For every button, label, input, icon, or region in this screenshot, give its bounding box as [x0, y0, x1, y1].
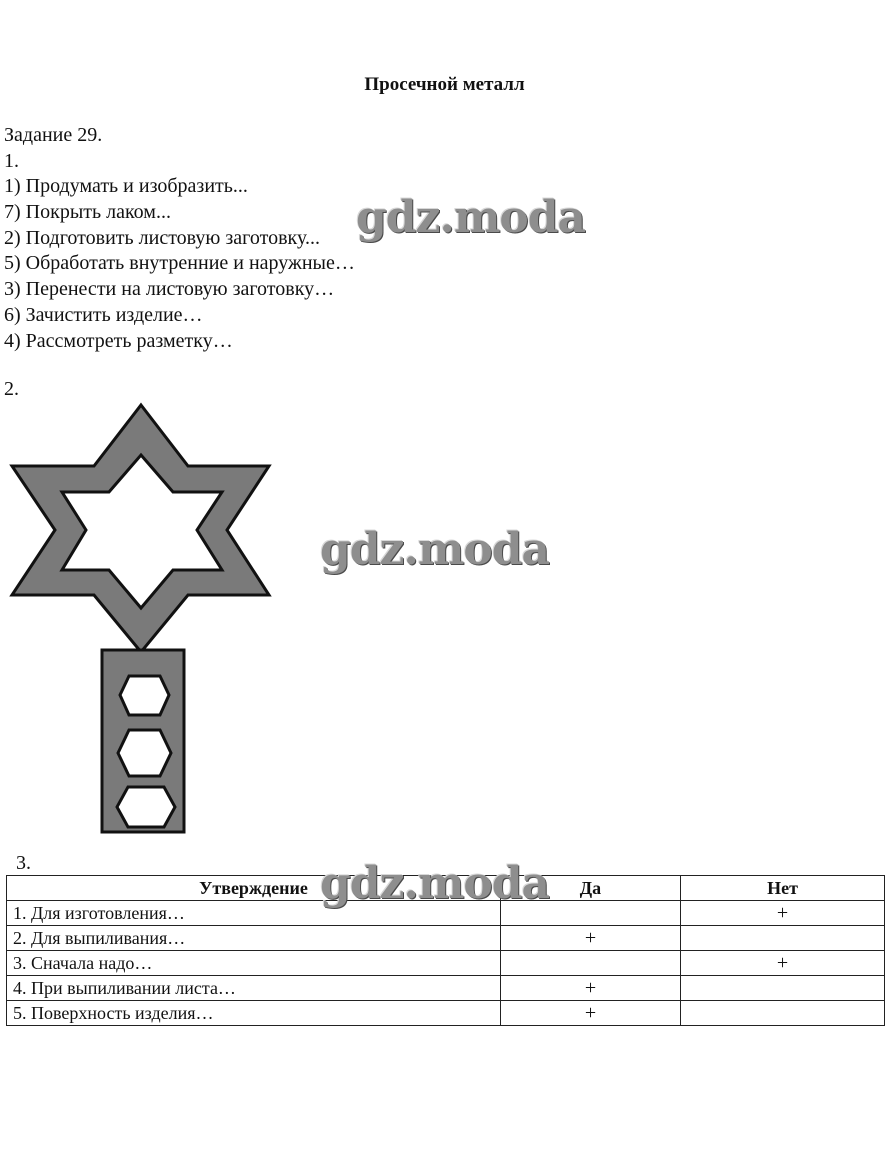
table-row [7, 926, 885, 951]
no-cell: + [681, 901, 885, 926]
hexagon-cutout [118, 730, 171, 776]
section-3-number: 3. [16, 852, 31, 874]
table-row [7, 901, 885, 926]
statement-cell: 2. Для выпиливания… [7, 926, 501, 951]
section-2-number: 2. [4, 378, 19, 400]
hexagon-cutout [117, 787, 175, 827]
statement-cell: 4. При выпиливании листа… [7, 976, 501, 1001]
star-keychain-drawing [0, 400, 300, 840]
step-item: 2) Подготовить листовую заготовку... [4, 226, 320, 249]
no-cell [681, 976, 885, 1001]
yes-cell [501, 951, 681, 976]
step-item: 3) Перенести на листовую заготовку… [4, 278, 335, 301]
statement-cell: 5. Поверхность изделия… [7, 1001, 501, 1026]
header-yes: Да [501, 876, 681, 901]
table-row [7, 1001, 885, 1026]
yes-cell: + [501, 976, 681, 1001]
answers-table [6, 875, 885, 1026]
no-cell [681, 926, 885, 951]
steps-list [4, 174, 355, 355]
step-item: 7) Покрыть лаком... [4, 200, 171, 223]
header-no: Нет [681, 876, 885, 901]
step-item: 1) Продумать и изобразить... [4, 175, 248, 197]
table-header-row [7, 876, 885, 901]
step-item: 5) Обработать внутренние и наружные… [4, 252, 355, 275]
statement-cell: 3. Сначала надо… [7, 951, 501, 976]
table-row [7, 951, 885, 976]
page-title: Просечной металл [364, 74, 525, 95]
step-item: 4) Рассмотреть разметку… [4, 329, 233, 352]
watermark: gdz.moda [320, 858, 550, 909]
header-statement: Утверждение [7, 876, 501, 901]
yes-cell: + [501, 926, 681, 951]
yes-cell: + [501, 1001, 681, 1026]
section-1-number: 1. [4, 150, 19, 172]
task-heading: Задание 29. [4, 124, 103, 146]
table-row [7, 976, 885, 1001]
step-item: 6) Зачистить изделие… [4, 303, 203, 326]
watermark: gdz.moda [320, 524, 550, 575]
watermark: gdz.moda [356, 192, 586, 243]
hexagon-cutout [120, 676, 169, 715]
no-cell [681, 1001, 885, 1026]
statement-cell: 1. Для изготовления… [7, 901, 501, 926]
no-cell: + [681, 951, 885, 976]
yes-cell [501, 901, 681, 926]
